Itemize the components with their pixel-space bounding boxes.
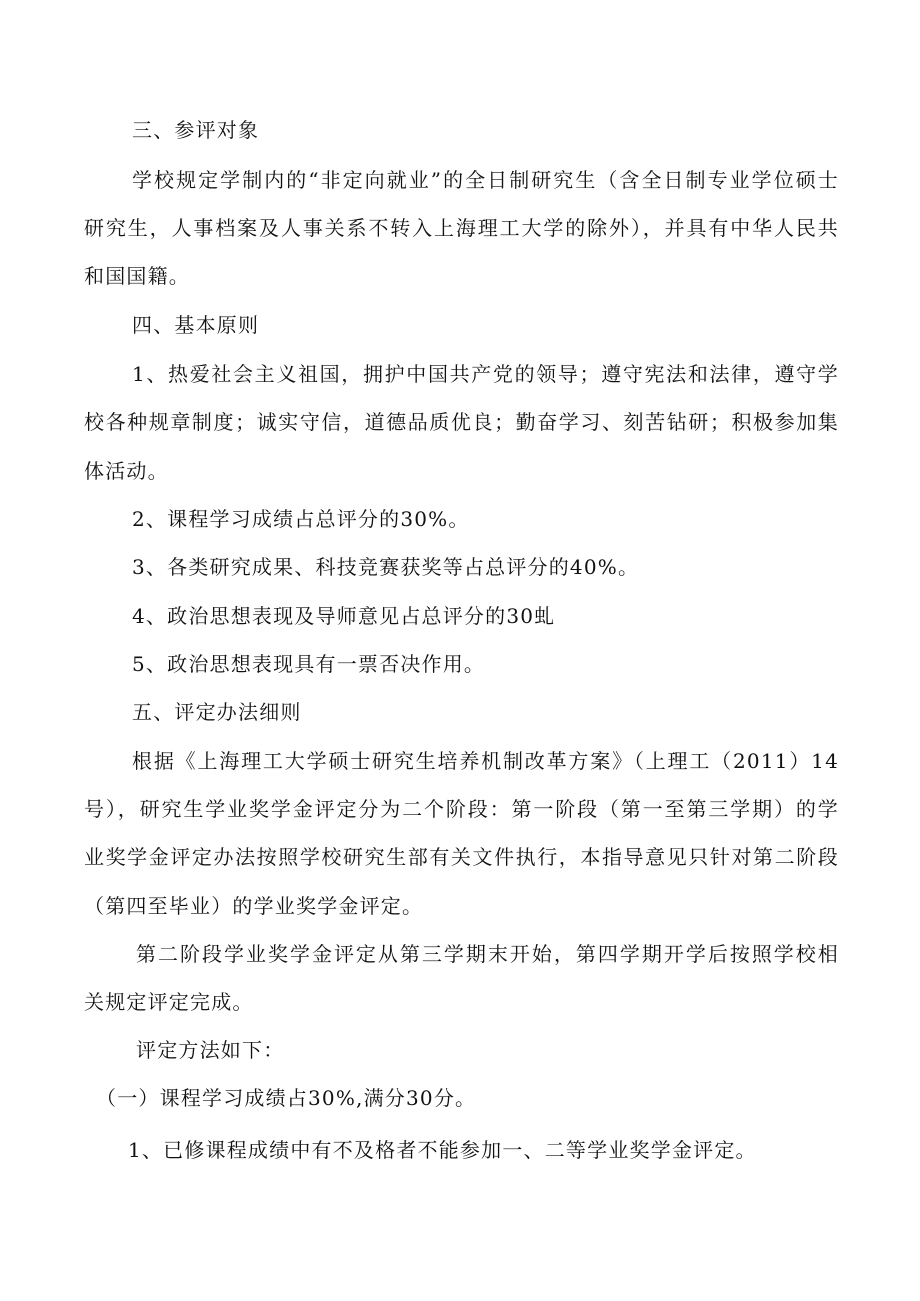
paragraph-line: 体活动。 — [84, 459, 169, 483]
paragraph-line: 第二阶段学业奖学金评定从第三学期末开始，第四学期开学后按照学校相 — [136, 942, 839, 966]
paragraph-line: 1、热爱社会主义祖国，拥护中国共产党的领导；遵守宪法和法律，遵守学 — [132, 362, 839, 386]
section-heading-4: 四、基本原则 — [132, 313, 260, 337]
paragraph-line: 关规定评定完成。 — [84, 990, 254, 1014]
section-heading-3: 三、参评对象 — [132, 118, 260, 142]
paragraph-line: 和国国籍。 — [84, 264, 190, 288]
list-item: 4、政治思想表现及导师意见占总评分的30虬 — [132, 604, 556, 628]
subsection-heading: （一）课程学习成绩占30%,满分30分。 — [96, 1086, 477, 1110]
paragraph-line: 学校规定学制内的“非定向就业”的全日制研究生（含全日制专业学位硕士 — [132, 168, 839, 192]
paragraph-line: 号），研究生学业奖学金评定分为二个阶段：第一阶段（第一至第三学期）的学 — [84, 797, 839, 821]
paragraph-line: （第四至毕业）的学业奖学金评定。 — [84, 894, 424, 918]
paragraph-line: 评定方法如下： — [136, 1038, 285, 1062]
paragraph-line: 研究生，人事档案及人事关系不转入上海理工大学的除外），并具有中华人民共 — [84, 216, 839, 240]
list-item: 3、各类研究成果、科技竞赛获奖等占总评分的40%。 — [132, 555, 640, 579]
paragraph-line: 业奖学金评定办法按照学校研究生部有关文件执行，本指导意见只针对第二阶段 — [84, 845, 839, 869]
list-item: 1、已修课程成绩中有不及格者不能参加一、二等学业奖学金评定。 — [128, 1138, 757, 1162]
section-heading-5: 五、评定办法细则 — [132, 700, 302, 724]
list-item: 5、政治思想表现具有一票否决作用。 — [132, 652, 486, 676]
list-item: 2、课程学习成绩占总评分的30%。 — [132, 507, 470, 531]
paragraph-line: 根据《上海理工大学硕士研究生培养机制改革方案》（上理工（2011）14 — [132, 749, 839, 773]
paragraph-line: 校各种规章制度；诚实守信，道德品质优良；勤奋学习、刻苦钻研；积极参加集 — [84, 410, 839, 434]
